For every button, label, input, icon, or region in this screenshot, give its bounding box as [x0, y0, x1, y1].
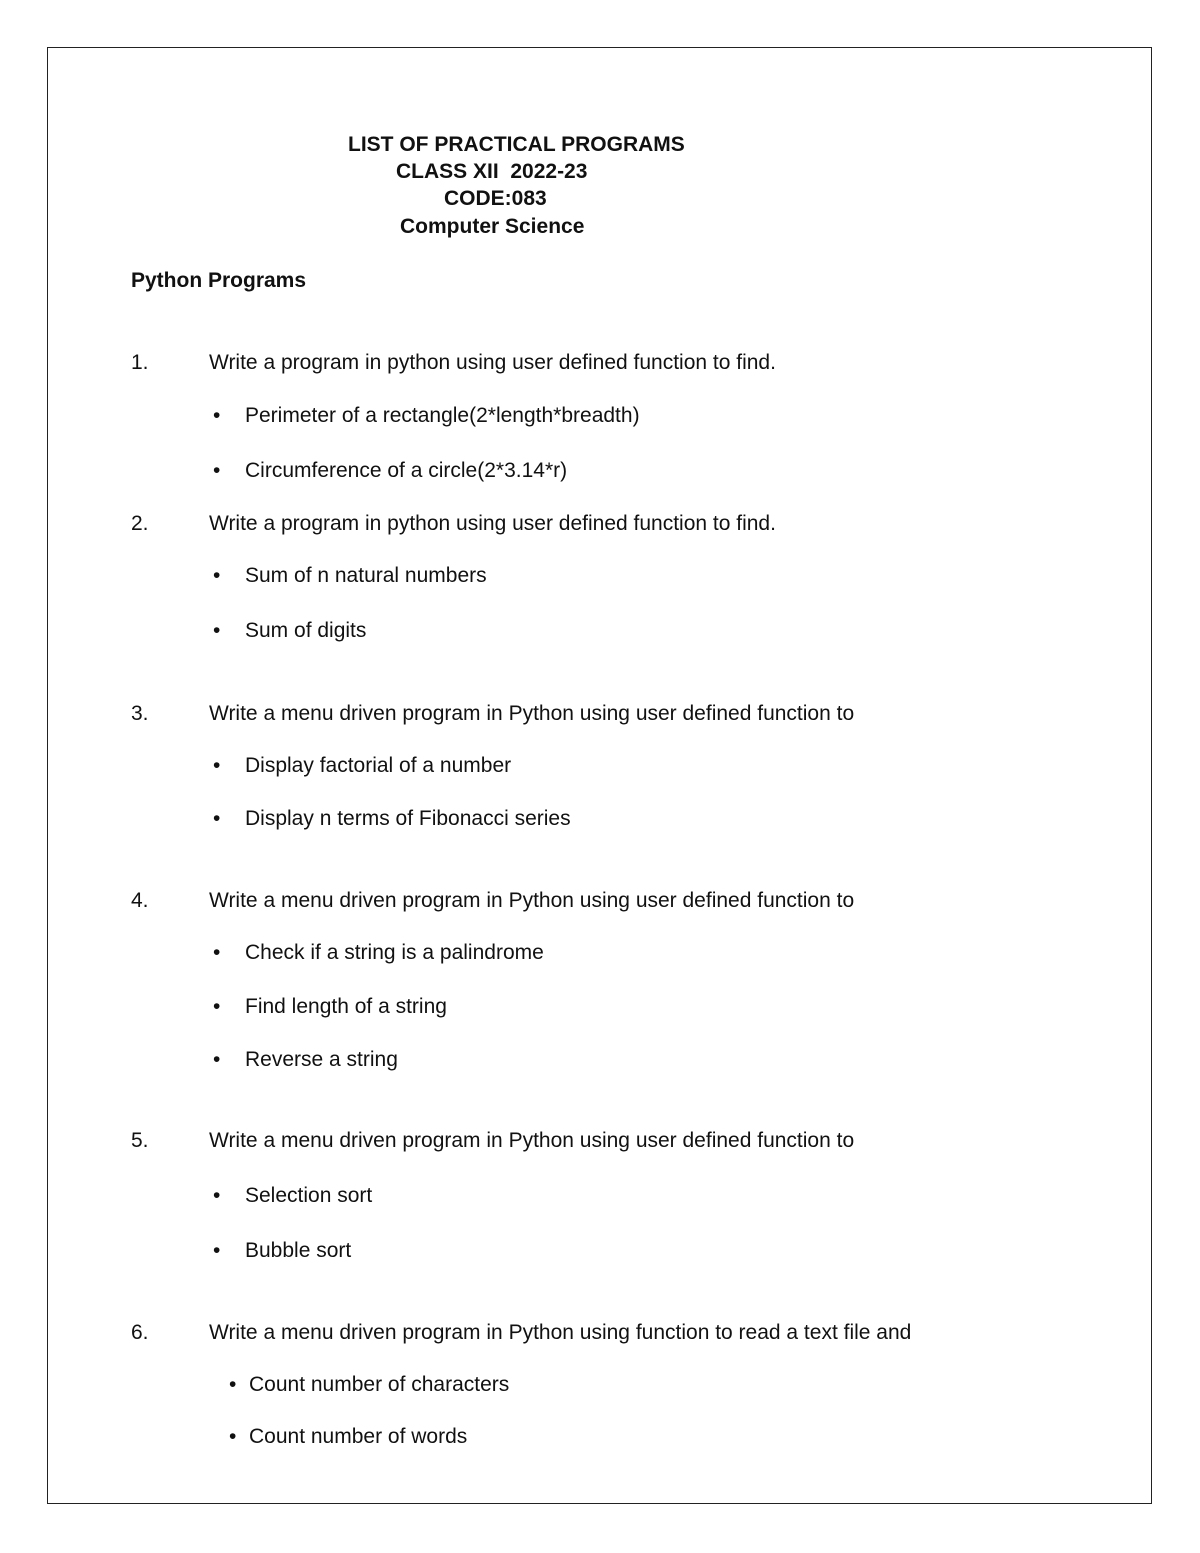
- item-number: 5.: [131, 1129, 149, 1152]
- bullet-dot: •: [213, 1048, 221, 1071]
- bullet-dot: •: [213, 459, 221, 482]
- bullet-dot: •: [213, 807, 221, 830]
- bullet-dot: •: [213, 564, 221, 587]
- list-item: Check if a string is a palindrome: [245, 941, 544, 964]
- list-item: Display n terms of Fibonacci series: [245, 807, 571, 830]
- bullet-dot: •: [213, 941, 221, 964]
- item-text: Write a menu driven program in Python using user defined function to: [209, 889, 855, 912]
- item-number: 6.: [131, 1321, 149, 1344]
- bullet-dot: •: [213, 1184, 221, 1207]
- item-text: Write a program in python using user defined function to find.: [209, 512, 776, 535]
- list-item: Reverse a string: [245, 1048, 398, 1071]
- section-heading: Python Programs: [131, 269, 307, 292]
- class-year: CLASS XII 2022-23: [396, 160, 588, 183]
- document-title: LIST OF PRACTICAL PROGRAMS: [348, 133, 685, 156]
- list-item: Perimeter of a rectangle(2*length*breadth): [245, 404, 640, 427]
- list-item: Display factorial of a number: [245, 754, 512, 777]
- item-text: Write a menu driven program in Python using user defined function to: [209, 1129, 855, 1152]
- list-item: Circumference of a circle(2*3.14*r): [245, 459, 568, 482]
- list-item: Sum of digits: [245, 619, 367, 642]
- item-text: Write a menu driven program in Python using function to read a text file and: [209, 1321, 912, 1344]
- subject-code: CODE:083: [444, 187, 547, 210]
- item-text: Write a menu driven program in Python using user defined function to: [209, 702, 855, 725]
- bullet-dot: •: [213, 1239, 221, 1262]
- bullet-dot: •: [213, 754, 221, 777]
- list-item: Find length of a string: [245, 995, 447, 1018]
- bullet-dot: •: [213, 619, 221, 642]
- list-item: Sum of n natural numbers: [245, 564, 487, 587]
- bullet-dot: •: [213, 404, 221, 427]
- list-item: Selection sort: [245, 1184, 373, 1207]
- list-item: Count number of words: [249, 1425, 468, 1448]
- item-number: 4.: [131, 889, 149, 912]
- item-number: 1.: [131, 351, 149, 374]
- item-number: 2.: [131, 512, 149, 535]
- item-number: 3.: [131, 702, 149, 725]
- item-text: Write a program in python using user defined function to find.: [209, 351, 776, 374]
- bullet-dot: •: [213, 995, 221, 1018]
- list-item: Bubble sort: [245, 1239, 352, 1262]
- bullet-dot: •: [229, 1373, 237, 1396]
- subject-name: Computer Science: [400, 215, 585, 238]
- list-item: Count number of characters: [249, 1373, 510, 1396]
- bullet-dot: •: [229, 1425, 237, 1448]
